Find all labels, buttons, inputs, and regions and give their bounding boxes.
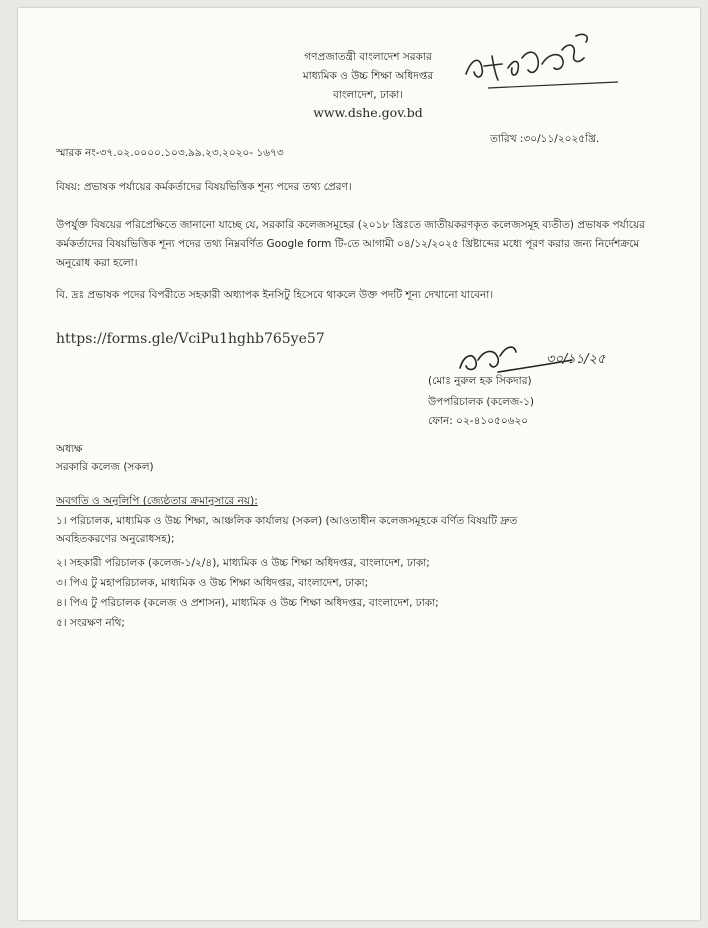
document-page <box>18 8 700 920</box>
cc-item: ৪। পিএ টু পরিচালক (কলেজ ও প্রশাসন), মাধ্যমিক ও উচ্চ শিক্ষা অধিদপ্তর, বাংলাদেশ, ঢাকা; <box>56 597 439 609</box>
cc-item-continued: অবহিতকরণের অনুরোধসহ); <box>56 533 175 545</box>
subject: বিষয়: প্রভাষক পর্যায়ের কর্মকর্তাদের বিষয়ভিত্তিক শূন্য পদের তথ্য প্রেরণ। <box>56 181 352 193</box>
department-name: মাধ্যমিক ও উচ্চ শিক্ষা অধিদপ্তর <box>302 70 434 82</box>
note: বি. দ্রঃ প্রভাষক পদের বিপরীতে সহকারী অধ্যাপক ইনসিটু হিসেবে থাকলে উক্ত পদটি শূন্য দেখানো যাবেনা। <box>56 289 494 301</box>
signatory-name: (মোঃ নুরুল হক সিকদার) <box>428 375 532 387</box>
memo-number: স্মারক নং-৩৭.০২.০০০০.১০৩.৯৯.২৩.২০২০- ১৬৭৩ <box>56 147 284 159</box>
website-link[interactable]: www.dshe.gov.bd <box>313 105 423 120</box>
cc-item: ৫। সংরক্ষণ নথি; <box>56 617 125 629</box>
signatory-designation: উপপরিচালক (কলেজ-১) <box>428 396 535 408</box>
signature-date: ৩০/১১/২৫ <box>546 352 606 367</box>
recipient-title: অধ্যক্ষ <box>56 443 83 455</box>
cc-item: ২। সহকারী পরিচালক (কলেজ-১/২/৪), মাধ্যমিক ও উচ্চ শিক্ষা অধিদপ্তর, বাংলাদেশ, ঢাকা; <box>56 557 430 569</box>
memo-date: তারিখ :৩০/১১/২০২৫খ্রি. <box>490 133 600 145</box>
location: বাংলাদেশ, ঢাকা। <box>332 89 404 101</box>
recipient-office: সরকারি কলেজ (সকল) <box>56 461 154 473</box>
body-paragraph: উপর্যুক্ত বিষয়ের পরিপ্রেক্ষিতে জানানো যাচ্ছে যে, সরকারি কলেজসমূহের (২০১৮ খ্রিঃতে জাতীয়করণকৃত কলেজসমূহ ব্যতীত) প্রভাষক পর্যায়ের কর্মকর্তাদের বিষয়ভিত্তিক শূন্য পদের তথ্য নিম্নবর্ণিত Google form টি-তে আগামী ০৪/১২/২০২৫ খ্রিষ্টাব্দের মধ্যে পূরণ করার জন্য নির্দেশক্রমে অনুরোধ করা হলো। <box>56 219 645 269</box>
urgent-handwriting <box>458 28 628 98</box>
cc-heading: অবগতি ও অনুলিপি (জ্যেষ্ঠতার ক্রমানুসারে নয়): <box>56 495 258 507</box>
signatory-phone: ফোন: ০২-৪১০৫০৬২০ <box>428 415 529 427</box>
cc-item: ৩। পিএ টু মহাপরিচালক, মাধ্যমিক ও উচ্চ শিক্ষা অধিদপ্তর, বাংলাদেশ, ঢাকা; <box>56 577 369 589</box>
cc-item: ১। পরিচালক, মাধ্যমিক ও উচ্চ শিক্ষা, আঞ্চলিক কার্যালয় (সকল) (আওতাধীন কলেজসমূহকে বর্ণিত বিষয়টি দ্রুত <box>56 515 518 527</box>
google-form-link[interactable]: https://forms.gle/VciPu1hghb765ye57 <box>56 331 325 347</box>
govt-name: গণপ্রজাতন্ত্রী বাংলাদেশ সরকার <box>304 51 432 63</box>
